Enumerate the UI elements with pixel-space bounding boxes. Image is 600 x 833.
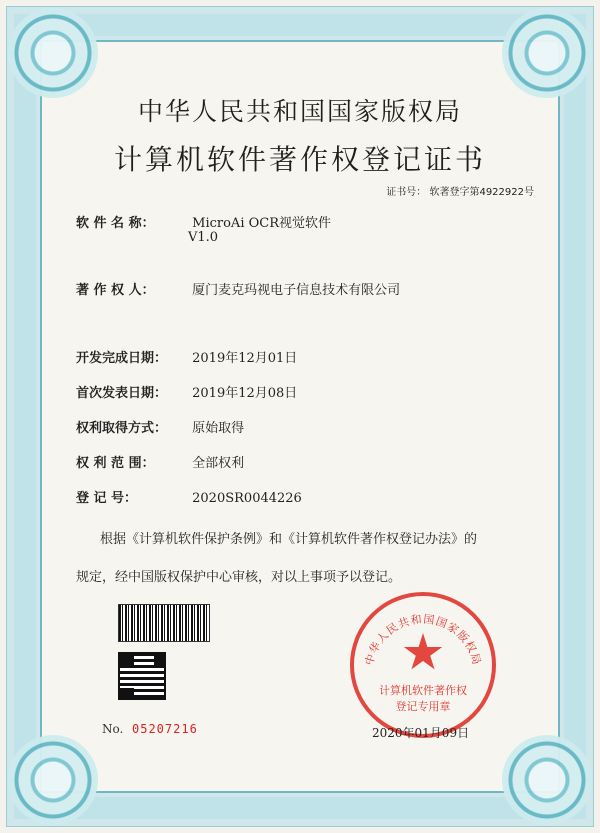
copyright-owner-label: 著 作 权 人： (76, 283, 155, 298)
registration-no-label: 登 记 号： (76, 491, 138, 506)
field-first-publish-date (76, 382, 536, 401)
serial-number: 05207216 (132, 722, 198, 736)
field-software-name (76, 212, 536, 245)
statement-line-2: 规定，经中国版权保护中心审核，对以上事项予以登记。 (76, 570, 402, 585)
certificate-number-label: 证书号： (386, 187, 427, 198)
certificate-number (386, 183, 534, 198)
certificate-title: 计算机软件著作权登记证书 (113, 143, 486, 176)
acquire-method-label: 权利取得方式： (76, 421, 168, 436)
field-registration-no (76, 487, 536, 506)
field-dev-complete-date (76, 347, 536, 366)
acquire-method-value: 原始取得 (192, 421, 245, 436)
first-publish-date-label: 首次发表日期： (76, 386, 168, 401)
dev-complete-date-label: 开发完成日期： (76, 351, 168, 366)
rights-scope-value: 全部权利 (192, 456, 245, 471)
dev-complete-date-value: 2019年12月01日 (192, 351, 298, 366)
issuer-title: 中华人民共和国国家版权局 (137, 97, 462, 126)
software-name-label: 软 件 名 称： (76, 216, 155, 231)
field-acquire-method (76, 417, 536, 436)
issue-date: 2020年01月09日 (372, 726, 470, 740)
first-publish-date-value: 2019年12月08日 (192, 386, 298, 401)
copyright-owner-value: 厦门麦克玛视电子信息技术有限公司 (192, 283, 401, 298)
registration-no-value: 2020SR0044226 (192, 491, 302, 506)
qr-code (118, 652, 166, 700)
seal-text-block (350, 592, 496, 738)
barcode (118, 604, 210, 642)
software-version-value: V1.0 (188, 230, 219, 245)
seal-inner-line-2: 登记专用章 (395, 700, 451, 713)
svg-text:中华人民共和国国家版权局 (362, 613, 484, 667)
serial-label: No. (102, 722, 124, 736)
software-name-value: MicroAi OCR视觉软件 (192, 216, 332, 231)
statement-line-1: 根据《计算机软件保护条例》和《计算机软件著作权登记办法》的 (100, 532, 478, 547)
field-rights-scope (76, 452, 536, 471)
field-copyright-owner (76, 279, 536, 298)
seal-inner-line-1: 计算机软件著作权 (379, 684, 467, 697)
certificate-number-value: 软著登字第4922922号 (429, 187, 534, 198)
seal-ring-label: 中华人民共和国国家版权局 (362, 612, 484, 667)
seal-ring-text (350, 592, 496, 738)
rights-scope-label: 权 利 范 围： (76, 456, 155, 471)
